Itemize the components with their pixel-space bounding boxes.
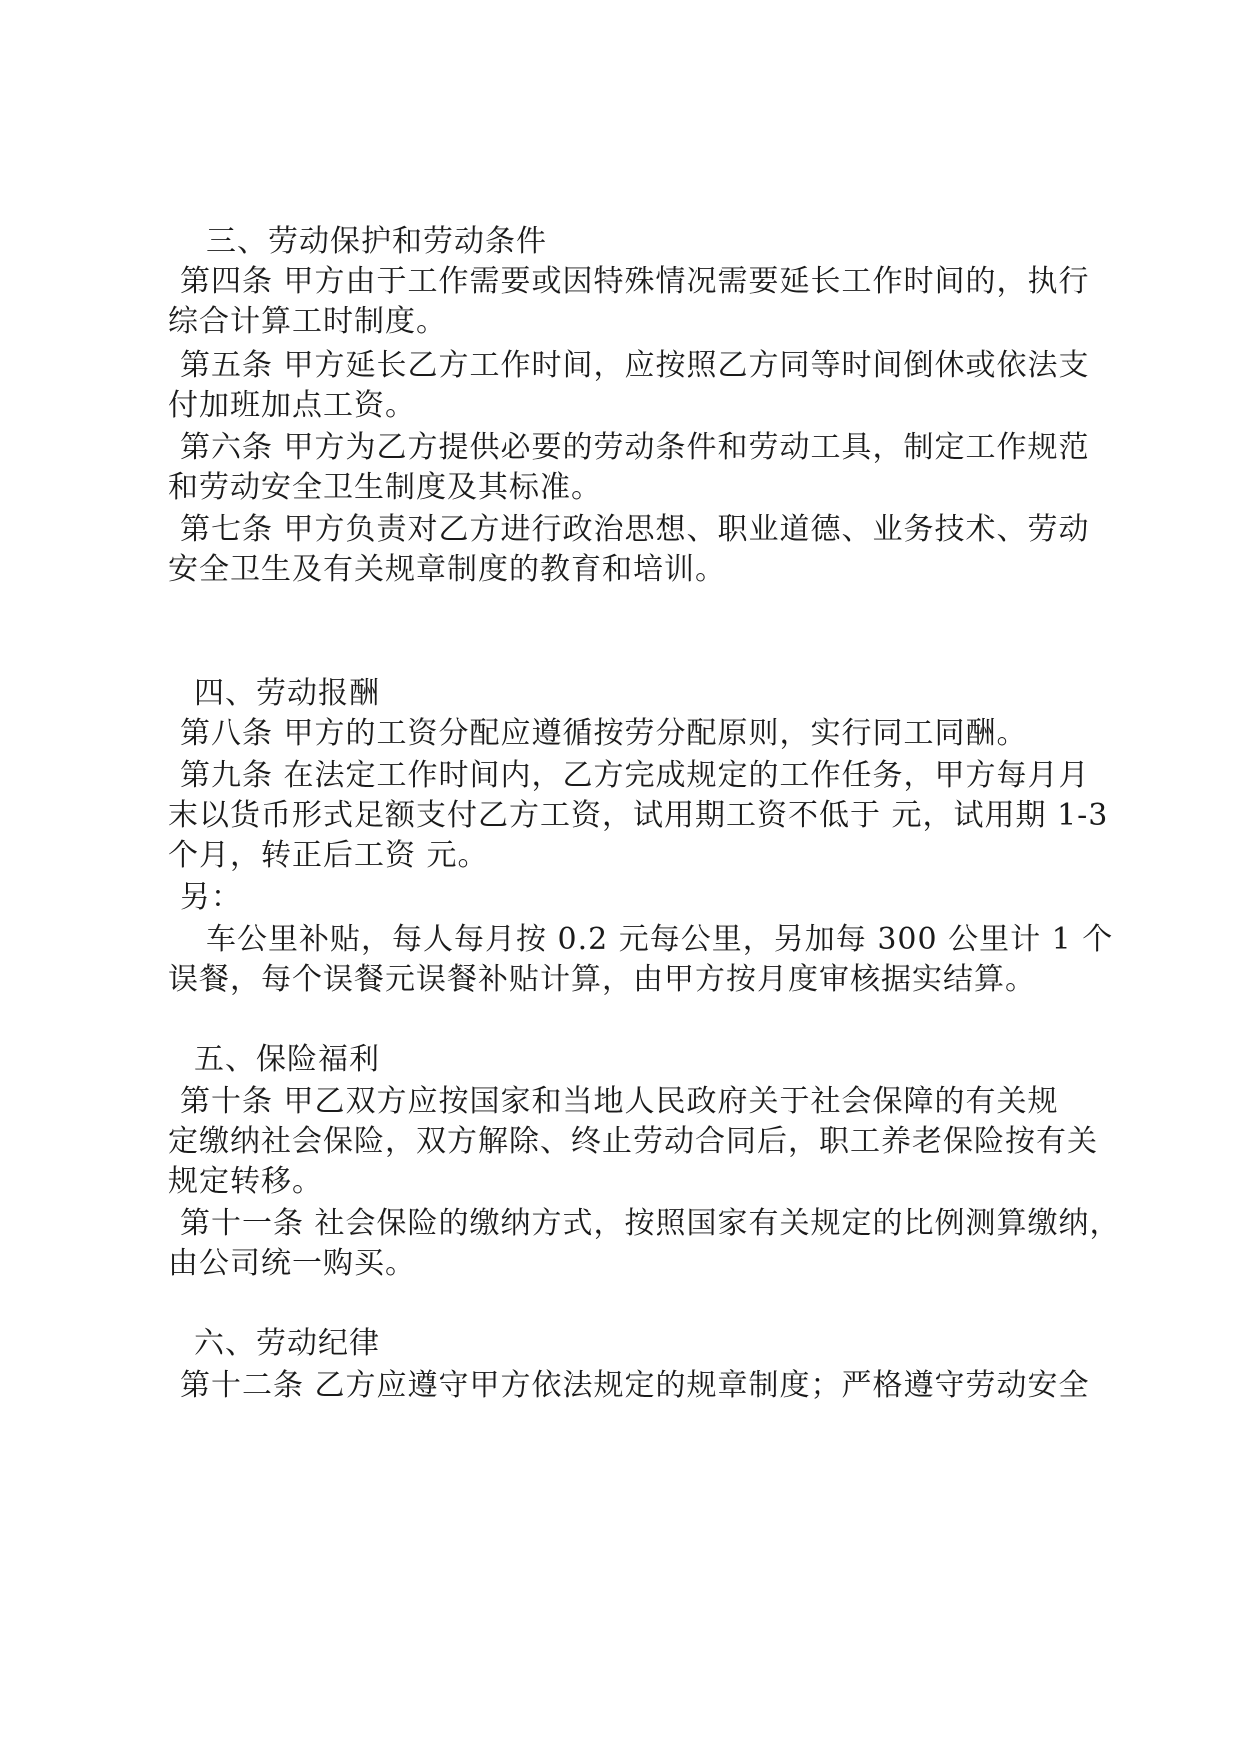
section-heading-insurance: 五、保险福利: [194, 1042, 380, 1077]
article-4-line-2: 综合计算工时制度。: [168, 304, 447, 339]
article-6-line-1: 第六条 甲方为乙方提供必要的劳动条件和劳动工具，制定工作规范: [180, 430, 1090, 465]
article-7-line-1: 第七条 甲方负责对乙方进行政治思想、职业道德、业务技术、劳动: [180, 512, 1090, 547]
article-11-line-1: 第十一条 社会保险的缴纳方式，按照国家有关规定的比例测算缴纳，: [180, 1206, 1121, 1241]
article-7-line-2: 安全卫生及有关规章制度的教育和培训。: [168, 552, 726, 587]
article-9-line-2: 末以货币形式足额支付乙方工资，试用期工资不低于 元，试用期 1-3: [168, 798, 1109, 833]
article-6-line-2: 和劳动安全卫生制度及其标准。: [168, 470, 602, 505]
section-heading-discipline: 六、劳动纪律: [194, 1326, 380, 1361]
article-5-line-1: 第五条 甲方延长乙方工作时间，应按照乙方同等时间倒休或依法支: [180, 348, 1090, 383]
article-10-line-1: 第十条 甲乙双方应按国家和当地人民政府关于社会保障的有关规: [180, 1084, 1059, 1119]
section-heading-remuneration: 四、劳动报酬: [194, 676, 380, 711]
article-11-line-2: 由公司统一购买。: [168, 1246, 416, 1281]
article-4-line-1: 第四条 甲方由于工作需要或因特殊情况需要延长工作时间的，执行: [180, 264, 1090, 299]
article-10-line-3: 规定转移。: [168, 1164, 323, 1199]
article-10-line-2: 定缴纳社会保险，双方解除、终止劳动合同后，职工养老保险按有关: [168, 1124, 1098, 1159]
article-12-line-1: 第十二条 乙方应遵守甲方依法规定的规章制度；严格遵守劳动安全: [180, 1368, 1090, 1403]
also-label: 另：: [180, 880, 242, 915]
article-9-line-1: 第九条 在法定工作时间内，乙方完成规定的工作任务，甲方每月月: [180, 758, 1090, 793]
article-9-line-3: 个月，转正后工资 元。: [168, 838, 489, 873]
allowance-line-2: 误餐，每个误餐元误餐补贴计算，由甲方按月度审核据实结算。: [168, 962, 1036, 997]
article-5-line-2: 付加班加点工资。: [168, 388, 416, 423]
section-heading-labor-protection: 三、劳动保护和劳动条件: [206, 224, 547, 259]
allowance-line-1: 车公里补贴，每人每月按 0.2 元每公里，另加每 300 公里计 1 个: [206, 922, 1114, 957]
article-8-line-1: 第八条 甲方的工资分配应遵循按劳分配原则，实行同工同酬。: [180, 716, 1028, 751]
